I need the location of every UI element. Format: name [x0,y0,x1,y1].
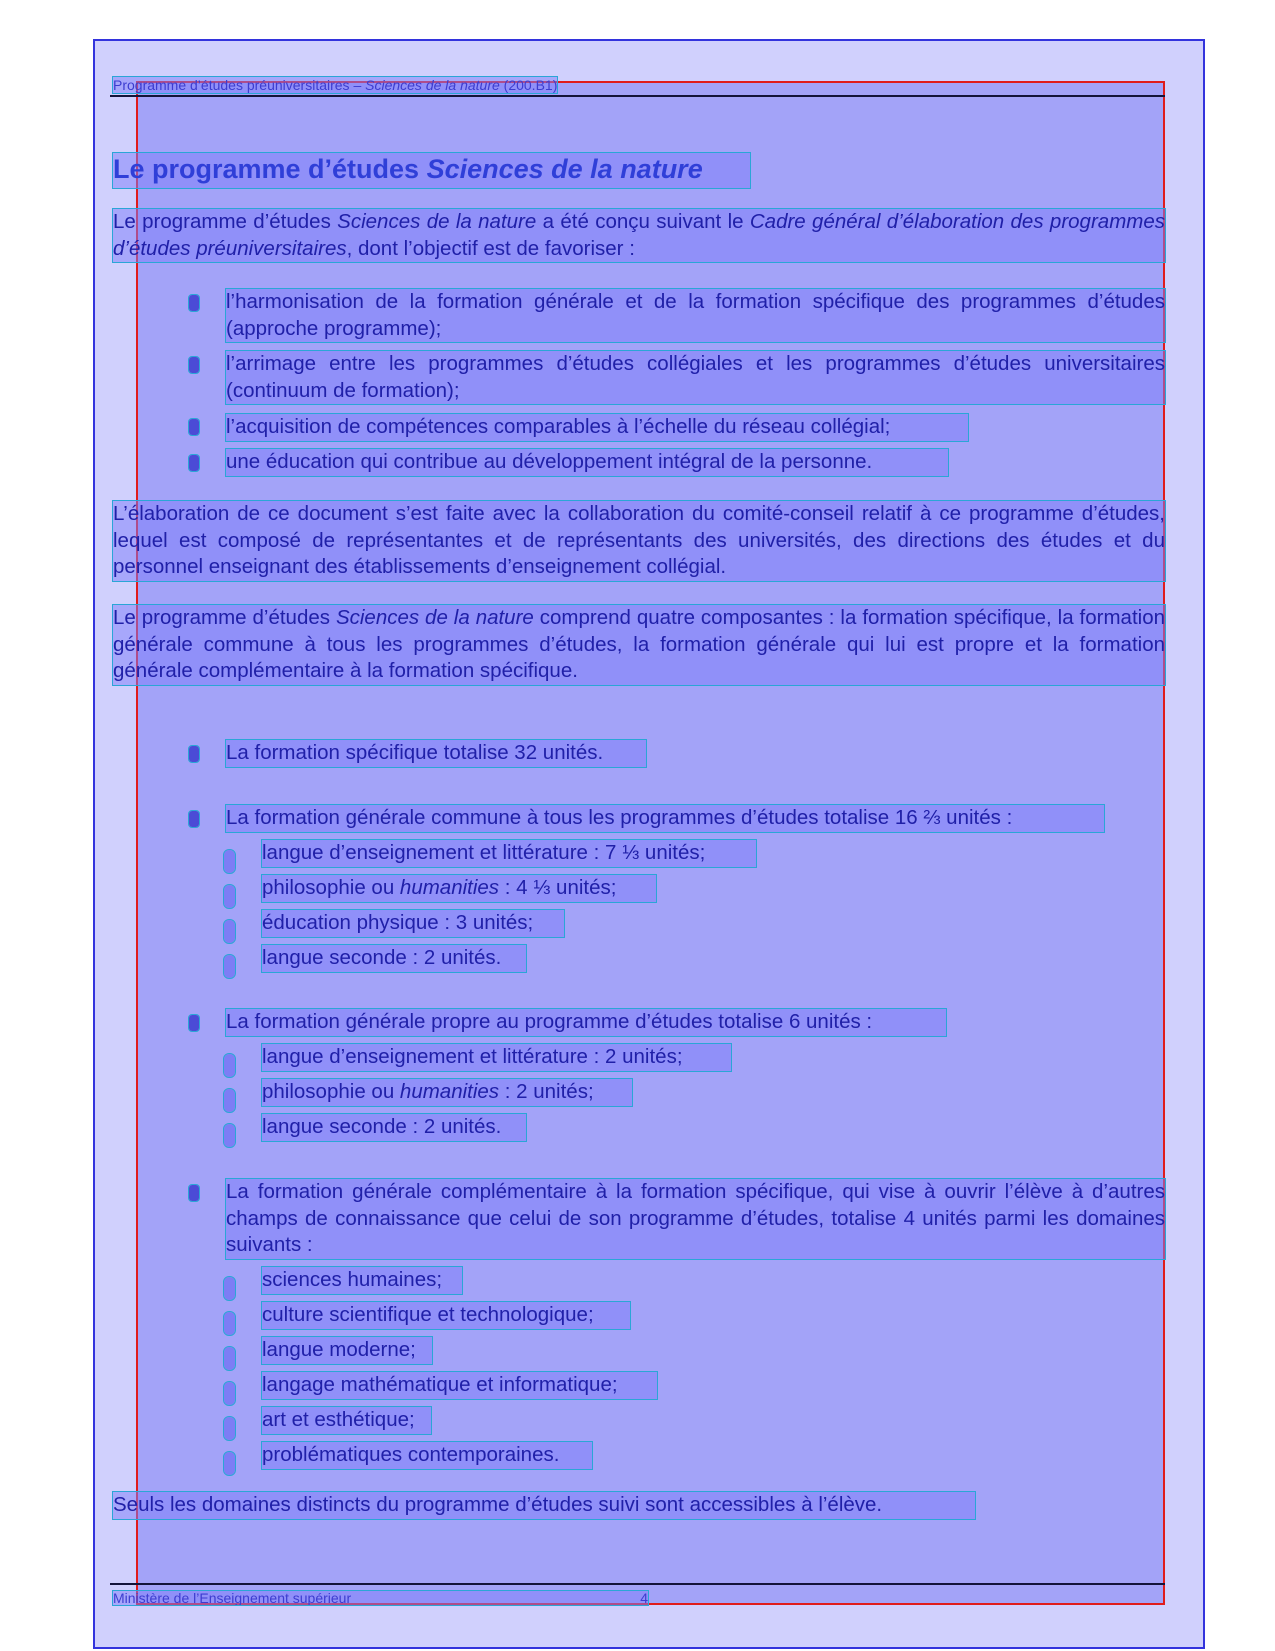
own-sub-item: langue seconde : 2 unités. [262,1114,526,1141]
bullet-icon [189,1185,199,1201]
intro-text-c: a été conçu suivant le [536,210,750,233]
header-italic-text: Sciences de la nature [365,77,500,93]
title-italic-text: Sciences de la nature [426,154,703,184]
common-sub-text: philosophie ou [262,876,400,899]
complementary-sub-item: culture scientifique et technologique; [262,1302,630,1329]
own-training-item: La formation générale propre au programme d’études totalise 6 unités : [226,1009,946,1036]
components-paragraph [113,605,1165,685]
bullet-icon [189,455,199,471]
footer-rule [110,1583,1165,1585]
closing-paragraph: Seuls les domaines distincts du programme d’études suivi sont accessibles à l’élève. [113,1492,975,1519]
common-sub-item: langue d’enseignement et littérature : 7 ⅓ unités; [262,840,756,867]
complementary-sub-item: art et esthétique; [262,1407,431,1434]
sub-bullet-icon [224,1054,235,1077]
complementary-sub-item: langage mathématique et informatique; [262,1372,657,1399]
objective-item: l’acquisition de compétences comparables à l’échelle du réseau collégial; [226,414,968,441]
sub-bullet-icon [224,1277,235,1300]
sub-bullet-icon [224,1452,235,1475]
complementary-sub-item: langue moderne; [262,1337,432,1364]
common-sub-italic: humanities [399,876,500,899]
sub-bullet-icon [224,920,235,943]
sub-bullet-icon [224,1417,235,1440]
intro-text-e: , dont l’objectif est de favoriser : [346,236,635,260]
own-sub-item: langue d’enseignement et littérature : 2 unités; [262,1044,731,1071]
elaboration-paragraph: L’élaboration de ce document s’est faite avec la collaboration du comité-conseil relatif à ce programme d’études, lequel est composé de représentantes et de représentants des universités, des directions des études et du personnel enseignant des établissements d’enseignement collégial. [113,501,1165,581]
own-sub-text: philosophie ou [262,1080,400,1103]
complementary-sub-item: sciences humaines; [262,1267,462,1294]
intro-italic-b: Sciences de la nature [337,210,537,233]
header-code: (200.B1) [499,77,558,93]
footer-text: Ministère de l’Enseignement supérieur [113,1590,352,1606]
intro-text-a: Le programme d’études [113,210,338,233]
title-text: Le programme d’études [113,154,427,184]
common-training-item: La formation générale commune à tous les programmes d’études totalise 16 ⅔ unités : [226,805,1104,832]
own-sub-item [262,1079,632,1106]
components-text-a: Le programme d’études [113,606,336,629]
complementary-training-item: La formation générale complémentaire à la formation spécifique, qui vise à ouvrir l’élève à d’autres champs de connaissance que celui de son programme d’études, totalise 4 unités parmi les domaines suivants : [226,1179,1165,1259]
sub-bullet-icon [224,955,235,978]
objective-item: l’arrimage entre les programmes d’études collégiales et les programmes d’études universitaires (continuum de formation); [226,351,1165,404]
sub-bullet-icon [224,1347,235,1370]
complementary-sub-item: problématiques contemporaines. [262,1442,592,1469]
bullet-icon [189,357,199,373]
running-footer [113,1591,648,1605]
common-sub-item [262,875,656,902]
objective-item: une éducation qui contribue au développement intégral de la personne. [226,449,948,476]
common-sub-text: : 4 ⅓ unités; [499,876,617,899]
sub-bullet-icon [224,1382,235,1405]
bullet-icon [189,295,199,311]
page-title [113,153,750,188]
sub-bullet-icon [224,1312,235,1335]
intro-italic-d: Cadre général d’élaboration des programmes d’études préuniversitaires [113,210,1165,260]
bullet-icon [189,419,199,435]
own-sub-text: : 2 unités; [499,1080,594,1103]
sub-bullet-icon [224,1089,235,1112]
common-sub-item: langue seconde : 2 unités. [262,945,526,972]
bullet-icon [189,811,199,827]
specific-training-item: La formation spécifique totalise 32 unités. [226,740,646,767]
components-italic-b: Sciences de la nature [335,606,534,629]
header-text: Programme d’études préuniversitaires – [113,77,366,93]
bullet-icon [189,746,199,762]
common-sub-item: éducation physique : 3 unités; [262,910,564,937]
own-sub-italic: humanities [399,1080,500,1103]
sub-bullet-icon [224,885,235,908]
intro-paragraph [113,209,1165,262]
header-rule [110,95,1165,97]
page-number: 4 [640,1590,648,1606]
sub-bullet-icon [224,850,235,873]
objective-item: l’harmonisation de la formation générale et de la formation spécifique des programmes d’études (approche programme); [226,289,1165,342]
sub-bullet-icon [224,1124,235,1147]
components-text-c: comprend quatre composantes : la formation spécifique, la formation générale commune à tous les programmes d’études, la formation générale qui lui est propre et la formation générale complémentaire à la formation spécifique. [113,606,1165,682]
running-header [113,77,557,93]
bullet-icon [189,1015,199,1031]
